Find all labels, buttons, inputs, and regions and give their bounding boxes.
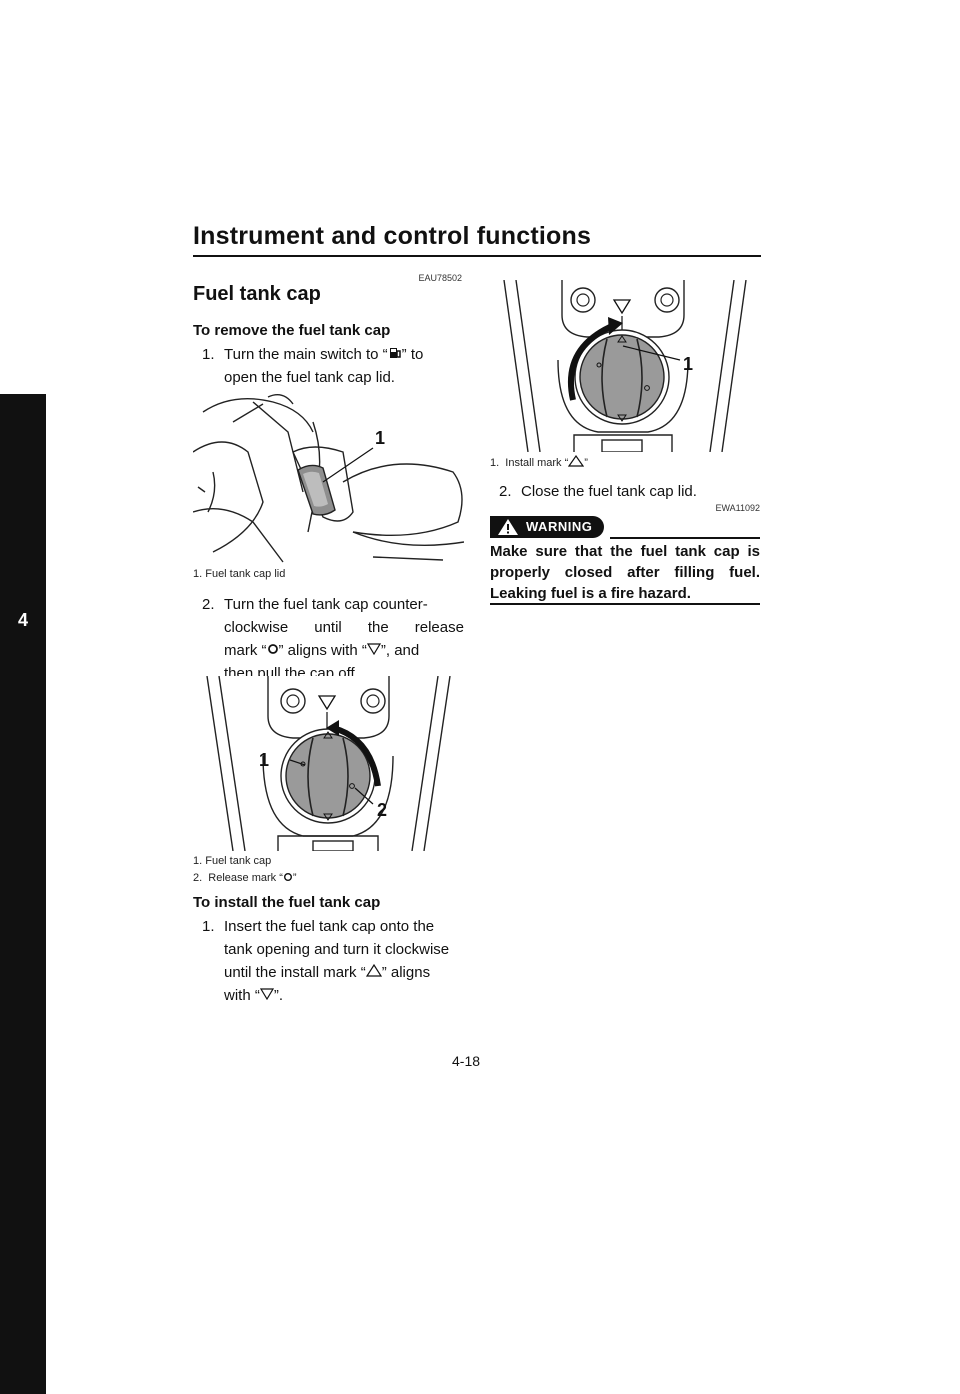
callout-label: 1 — [683, 354, 694, 374]
remove-step-1 — [202, 343, 464, 389]
figure-caption: 1. Fuel tank cap — [193, 855, 272, 867]
step-text: ”. — [273, 987, 284, 1004]
caption-text: ” — [292, 872, 297, 884]
caption-text: ” — [584, 457, 588, 469]
install-step-1 — [202, 915, 464, 1007]
page-header-title: Instrument and control functions — [193, 222, 592, 250]
remove-step-2: 2. Turn the fuel tank cap counter- clockwise until the release mark “ ” aligns with “ ”, and then pull the cap off. — [202, 593, 464, 685]
fuel-lid-switch-icon — [388, 346, 402, 361]
caption-text: 2. Release mark “ — [193, 872, 283, 884]
step-text: ” to — [401, 346, 424, 363]
figure-caption: 1. Fuel tank cap lid — [193, 568, 286, 580]
remove-subtitle: To remove the fuel tank cap — [193, 322, 391, 339]
fuel-tank-cap-lid-illustration — [193, 392, 464, 564]
warning-rule — [490, 603, 760, 605]
step-number: 2. — [202, 596, 215, 613]
step-text: ” aligns — [381, 964, 431, 981]
caption-text: 1. Install mark “ — [490, 457, 569, 469]
step-number: 1. — [202, 346, 215, 363]
step-number: 2. — [499, 483, 512, 500]
figure-caption — [490, 455, 588, 471]
release-mark-icon — [283, 872, 293, 882]
chapter-tab — [0, 394, 46, 1394]
page-number: 4-18 — [452, 1053, 481, 1069]
step-text: mark “ — [224, 642, 267, 659]
step-text: Close the fuel tank cap lid. — [521, 483, 697, 500]
step-text: ” aligns with “ — [278, 642, 367, 659]
install-mark-triangle-up-icon — [366, 964, 382, 977]
step-text: ”, and — [380, 642, 420, 659]
fuel-tank-cap-install-illustration — [490, 280, 760, 452]
warning-code: EWA11092 — [715, 503, 760, 513]
step-number: 1. — [202, 918, 215, 935]
step-text: until the install mark “ — [224, 964, 366, 981]
warning-rule — [610, 537, 760, 539]
section-title: Fuel tank cap — [193, 283, 321, 305]
fuel-tank-cap-removal-illustration — [193, 676, 464, 851]
header-rule — [193, 255, 761, 257]
callout-label: 1 — [259, 750, 270, 770]
alignment-triangle-down-icon — [367, 643, 381, 655]
callout-label: 2 — [377, 800, 388, 820]
section-code: EAU78502 — [418, 273, 462, 283]
chapter-tab-number: 4 — [17, 610, 28, 630]
release-mark-icon — [267, 643, 279, 655]
callout-label: 1 — [375, 428, 386, 448]
warning-triangle-icon — [497, 518, 519, 536]
install-step-2 — [499, 480, 761, 503]
step-text: Turn the main switch to “ — [224, 346, 388, 363]
install-subtitle: To install the fuel tank cap — [193, 894, 381, 911]
install-mark-triangle-up-icon — [568, 455, 584, 467]
step-text: then pull the cap off. — [224, 665, 359, 682]
alignment-triangle-down-icon — [260, 988, 274, 1000]
step-text: tank opening and turn it clockwise — [224, 941, 450, 958]
warning-text: Make sure that the fuel tank cap is properly closed after filling fuel. Leaking fuel is a fire hazard. — [490, 543, 760, 602]
step-text: Turn the fuel tank cap counter- — [224, 596, 428, 613]
figure-caption — [193, 870, 297, 886]
step-text: open the fuel tank cap lid. — [224, 369, 395, 386]
warning-label: WARNING — [526, 519, 593, 534]
step-text: Insert the fuel tank cap onto the — [224, 918, 435, 935]
step-text: with “ — [224, 987, 260, 1004]
